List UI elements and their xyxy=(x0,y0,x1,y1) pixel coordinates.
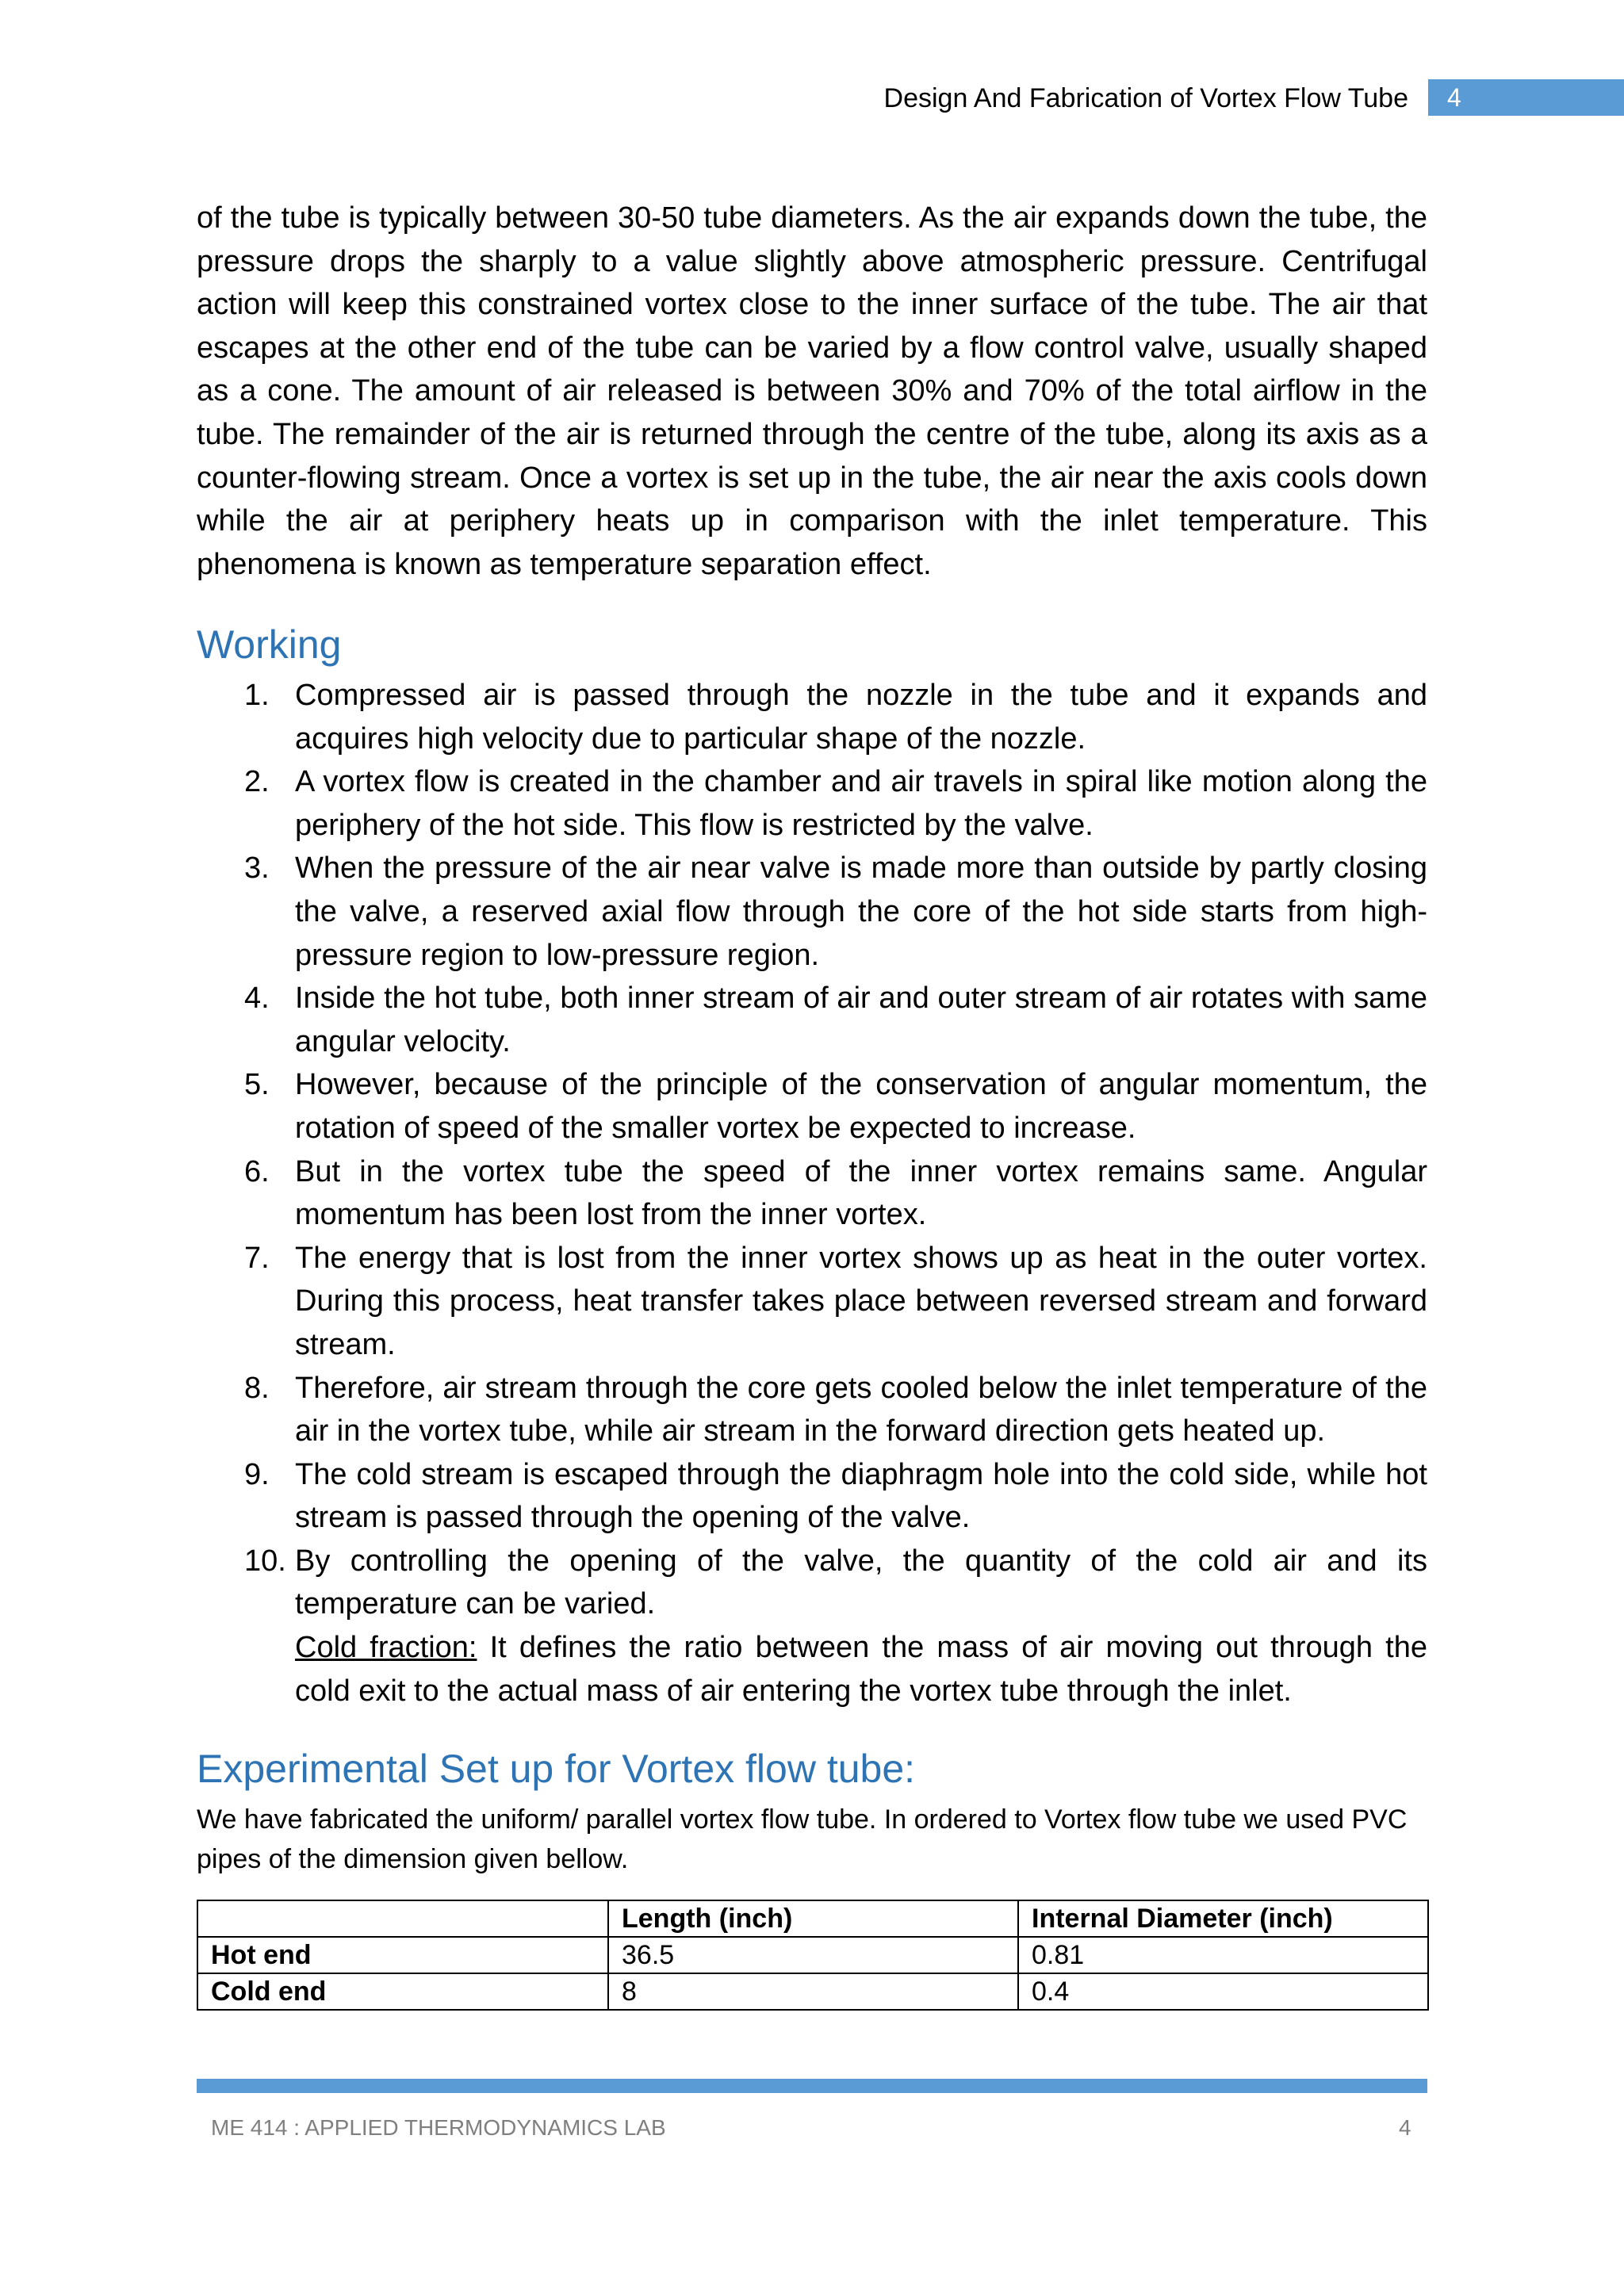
step-number: 2. xyxy=(244,765,270,799)
step-number: 9. xyxy=(244,1457,270,1491)
list-item xyxy=(197,760,1427,847)
step-text: The cold stream is escaped through the diaphragm hole into the cold side, while hot stream is passed through the opening of the valve. xyxy=(295,1457,1427,1535)
footer-course-title: ME 414 : APPLIED THERMODYNAMICS LAB xyxy=(211,2115,666,2140)
table-cell: 36.5 xyxy=(608,1937,1018,1973)
list-item xyxy=(197,847,1427,977)
table-cell: 0.81 xyxy=(1018,1937,1428,1973)
step-number: 5. xyxy=(244,1068,270,1102)
list-item xyxy=(197,1540,1427,1626)
working-heading: Working xyxy=(197,622,342,667)
setup-heading: Experimental Set up for Vortex flow tube: xyxy=(197,1747,916,1791)
step-number: 1. xyxy=(244,679,270,712)
running-header-title: Design And Fabrication of Vortex Flow Tube xyxy=(883,83,1408,113)
step-text: But in the vortex tube the speed of the inner vortex remains same. Angular momentum has been lost from the inner vortex. xyxy=(295,1154,1427,1232)
pipe-dimensions-table xyxy=(197,1900,1429,2011)
step-text: However, because of the principle of the conservation of angular momentum, the rotation of speed of the smaller vortex be expected to increase. xyxy=(295,1068,1427,1145)
list-item xyxy=(197,1367,1427,1453)
step-number: 3. xyxy=(244,851,270,886)
step-text: Compressed air is passed through the nozzle in the tube and it expands and acquires high velocity due to particular shape of the nozzle. xyxy=(295,679,1427,756)
list-item xyxy=(197,1237,1427,1367)
step-number: 7. xyxy=(244,1241,270,1275)
cold-fraction-text: It defines the ratio between the mass of air moving out through the cold exit to the actual mass of air entering the vortex tube through the inlet. xyxy=(295,1631,1427,1708)
step-number: 10. xyxy=(244,1544,286,1578)
table-header-row xyxy=(197,1900,1428,1937)
table-row-label: Cold end xyxy=(197,1973,608,2010)
list-item xyxy=(197,1063,1427,1150)
step-text: Therefore, air stream through the core gets cooled below the inlet temperature of the air in the vortex tube, while air stream in the forward direction gets heated up. xyxy=(295,1371,1427,1448)
step-text: The energy that is lost from the inner vortex shows up as heat in the outer vortex. During this process, heat transfer takes place between reversed stream and forward stream. xyxy=(295,1241,1427,1361)
table-row xyxy=(197,1973,1428,2010)
step-number: 6. xyxy=(244,1154,270,1188)
cold-fraction-label: Cold fraction: xyxy=(295,1631,477,1665)
table-row xyxy=(197,1937,1428,1973)
list-item xyxy=(197,674,1427,760)
list-item xyxy=(197,977,1427,1063)
footer-page-number: 4 xyxy=(1399,2115,1411,2140)
cold-fraction-note xyxy=(197,1626,1427,1712)
table-header-cell: Internal Diameter (inch) xyxy=(1018,1900,1428,1937)
header-page-badge: 4 xyxy=(1428,79,1624,116)
step-text: Inside the hot tube, both inner stream of air and outer stream of air rotates with same angular velocity. xyxy=(295,982,1427,1058)
setup-paragraph: We have fabricated the uniform/ parallel vortex flow tube. In ordered to Vortex flow tube we used PVC pipes of the dimension given bellow. xyxy=(197,1804,1408,1874)
step-number: 4. xyxy=(244,982,270,1016)
table-cell: 8 xyxy=(608,1973,1018,2010)
table-header-cell: Length (inch) xyxy=(608,1900,1018,1937)
step-text: A vortex flow is created in the chamber and air travels in spiral like motion along the periphery of the hot side. This flow is restricted by the valve. xyxy=(295,765,1427,842)
table-row-label: Hot end xyxy=(197,1937,608,1973)
step-text: When the pressure of the air near valve is made more than outside by partly closing the valve, a reserved axial flow through the core of the hot side starts from high-pressure region to low-pressure region. xyxy=(295,851,1427,972)
intro-paragraph: of the tube is typically between 30-50 tube diameters. As the air expands down the tube, the pressure drops the sharply to a value slightly above atmospheric pressure. Centrifugal action will keep this constrained vortex close to the inner surface of the tube. The air that escapes at the other end of the tube can be varied by a flow control valve, usually shaped as a cone. The amount of air released is between 30% and 70% of the total airflow in the tube. The remainder of the air is returned through the centre of the tube, along its axis as a counter-flowing stream. Once a vortex is set up in the tube, the air near the axis cools down while the air at periphery heats up in comparison with the inlet temperature. This phenomena is known as temperature separation effect. xyxy=(197,201,1427,581)
table-header-cell xyxy=(197,1900,608,1937)
step-text: By controlling the opening of the valve, the quantity of the cold air and its temperature can be varied. xyxy=(295,1544,1427,1621)
list-item xyxy=(197,1453,1427,1540)
table-cell: 0.4 xyxy=(1018,1973,1428,2010)
working-steps-list xyxy=(197,674,1427,1712)
footer-divider-bar xyxy=(197,2079,1427,2093)
list-item xyxy=(197,1150,1427,1237)
step-number: 8. xyxy=(244,1371,270,1405)
